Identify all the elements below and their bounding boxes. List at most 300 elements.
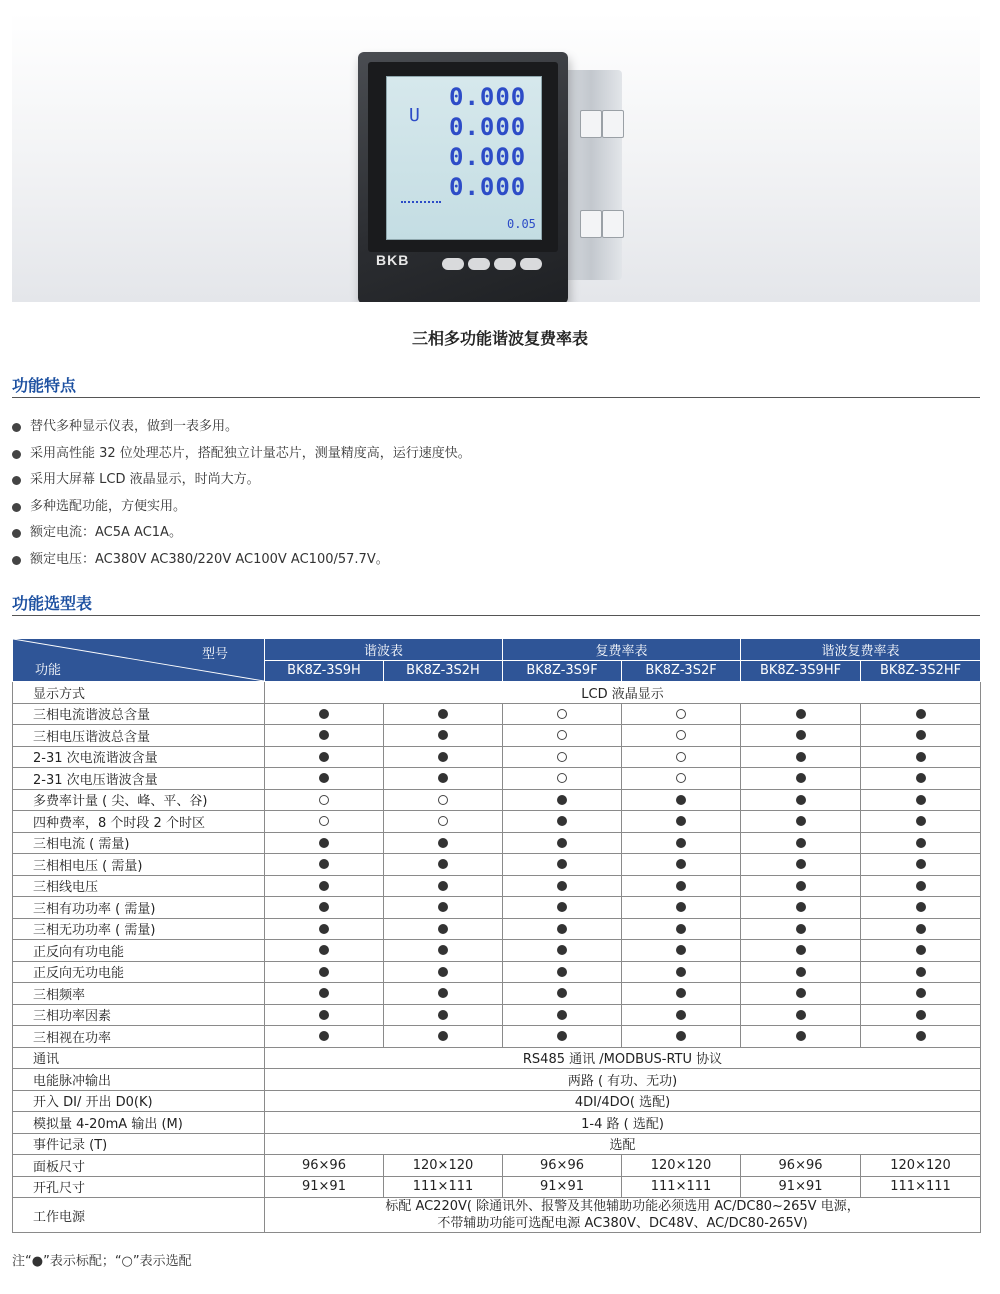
power-supply-value — [265, 1198, 981, 1233]
table-row — [13, 940, 981, 962]
mark-cell — [503, 832, 622, 854]
filled-dot-icon — [796, 945, 806, 955]
filled-dot-icon — [557, 1031, 567, 1041]
filled-dot-icon — [796, 1031, 806, 1041]
size-cell: 111×111 — [384, 1176, 503, 1198]
mark-cell — [503, 768, 622, 790]
legend-note: 注“●”表示标配；“○”表示选配 — [12, 1254, 192, 1269]
table-row — [13, 768, 981, 790]
mark-cell — [503, 703, 622, 725]
feature-text: 采用高性能 32 位处理芯片，搭配独立计量芯片，测量精度高，运行速度快。 — [30, 445, 471, 461]
mark-cell — [384, 854, 503, 876]
model-header: BK8Z-3S2HF — [861, 660, 981, 682]
table-row — [13, 983, 981, 1005]
filled-dot-icon — [438, 881, 448, 891]
mark-cell — [265, 897, 384, 919]
mark-cell — [622, 961, 741, 983]
size-cell: 91×91 — [741, 1176, 861, 1198]
table-row — [13, 961, 981, 983]
table-row — [13, 1004, 981, 1026]
lcd-small-readout: 0.05 — [507, 217, 536, 231]
filled-dot-icon — [319, 1010, 329, 1020]
mark-cell — [265, 983, 384, 1005]
bullet-icon — [12, 529, 21, 538]
table-row — [13, 703, 981, 725]
mark-cell — [622, 746, 741, 768]
table-row — [13, 1133, 981, 1155]
meter-side-housing — [560, 70, 622, 280]
lcd-row: 0.000 — [449, 143, 527, 171]
selection-table — [12, 638, 981, 1233]
filled-dot-icon — [557, 838, 567, 848]
spanned-value: 4DI/4DO( 选配) — [265, 1090, 981, 1112]
filled-dot-icon — [557, 902, 567, 912]
mark-cell — [861, 854, 981, 876]
hollow-circle-icon — [557, 773, 567, 783]
mark-cell — [503, 746, 622, 768]
mark-cell — [861, 940, 981, 962]
filled-dot-icon — [676, 988, 686, 998]
size-cell: 91×91 — [503, 1176, 622, 1198]
lcd-row: 0.000 — [449, 173, 527, 201]
hollow-circle-icon — [676, 752, 686, 762]
filled-dot-icon — [796, 730, 806, 740]
filled-dot-icon — [916, 795, 926, 805]
filled-dot-icon — [796, 967, 806, 977]
table-row — [13, 1112, 981, 1134]
product-title: 三相多功能谐波复费率表 — [411, 329, 588, 348]
mark-cell — [741, 897, 861, 919]
mark-cell — [265, 918, 384, 940]
size-cell: 111×111 — [861, 1176, 981, 1198]
model-header: BK8Z-3S9H — [265, 660, 384, 682]
table-row — [13, 1069, 981, 1091]
mark-cell — [384, 725, 503, 747]
mark-cell — [741, 1004, 861, 1026]
feature-item — [12, 441, 471, 468]
feature-text: 替代多种显示仪表，做到一表多用。 — [30, 419, 239, 434]
filled-dot-icon — [916, 773, 926, 783]
mark-cell — [384, 746, 503, 768]
mark-cell — [861, 746, 981, 768]
terminal-block — [580, 110, 602, 138]
mark-cell — [503, 940, 622, 962]
table-row — [13, 918, 981, 940]
mark-cell — [265, 725, 384, 747]
table-row — [13, 811, 981, 833]
filled-dot-icon — [557, 967, 567, 977]
filled-dot-icon — [319, 773, 329, 783]
mark-cell — [265, 768, 384, 790]
table-row — [13, 1155, 981, 1177]
mark-cell — [741, 703, 861, 725]
mark-cell — [384, 983, 503, 1005]
mark-cell — [265, 789, 384, 811]
mark-cell — [861, 875, 981, 897]
mark-cell — [265, 854, 384, 876]
filled-dot-icon — [438, 945, 448, 955]
table-row — [13, 1176, 981, 1198]
features-heading: 功能特点 — [12, 376, 77, 395]
section-divider — [12, 397, 980, 398]
brand-logo: BKB — [376, 252, 410, 268]
feature-list — [12, 414, 471, 574]
mark-cell — [741, 811, 861, 833]
filled-dot-icon — [319, 967, 329, 977]
feature-text: 多种选配功能，方便实用。 — [30, 498, 187, 514]
function-label: 三相有功功率 ( 需量) — [13, 897, 265, 919]
corner-function-label: 功能 — [35, 663, 62, 678]
function-label: 四种费率，8 个时段 2 个时区 — [13, 811, 265, 833]
mark-cell — [622, 703, 741, 725]
filled-dot-icon — [319, 709, 329, 719]
filled-dot-icon — [916, 902, 926, 912]
selection-heading: 功能选型表 — [12, 594, 93, 613]
mark-cell — [265, 1004, 384, 1026]
function-label: 显示方式 — [13, 682, 265, 704]
table-row — [13, 1198, 981, 1233]
filled-dot-icon — [319, 838, 329, 848]
mark-cell — [741, 961, 861, 983]
hollow-circle-icon — [676, 730, 686, 740]
filled-dot-icon — [916, 881, 926, 891]
feature-item — [12, 414, 471, 441]
hollow-circle-icon — [557, 752, 567, 762]
mark-cell — [861, 1004, 981, 1026]
filled-dot-icon — [676, 902, 686, 912]
function-label: 开入 DI/ 开出 D0(K) — [13, 1090, 265, 1112]
mark-cell — [741, 875, 861, 897]
filled-dot-icon — [676, 795, 686, 805]
hollow-circle-icon — [438, 816, 448, 826]
mark-cell — [384, 768, 503, 790]
filled-dot-icon — [319, 1031, 329, 1041]
mark-cell — [741, 940, 861, 962]
function-label: 三相电流谐波总含量 — [13, 703, 265, 725]
function-label: 三相无功功率 ( 需量) — [13, 918, 265, 940]
mark-cell — [622, 811, 741, 833]
mark-cell — [741, 1026, 861, 1048]
mark-cell — [622, 768, 741, 790]
filled-dot-icon — [796, 795, 806, 805]
filled-dot-icon — [916, 924, 926, 934]
filled-dot-icon — [438, 988, 448, 998]
function-label: 模拟量 4-20mA 输出 (M) — [13, 1112, 265, 1134]
mark-cell — [384, 832, 503, 854]
function-label: 事件记录 (T) — [13, 1133, 265, 1155]
hollow-circle-icon — [676, 773, 686, 783]
filled-dot-icon — [676, 838, 686, 848]
hollow-circle-icon — [438, 795, 448, 805]
filled-dot-icon — [557, 881, 567, 891]
mark-cell — [265, 703, 384, 725]
mark-cell — [384, 811, 503, 833]
filled-dot-icon — [438, 1031, 448, 1041]
bullet-icon — [12, 476, 21, 485]
power-line: 不带辅助功能可选配电源 AC380V、DC48V、AC/DC80-265V) — [437, 1216, 808, 1231]
filled-dot-icon — [557, 795, 567, 805]
mark-cell — [265, 875, 384, 897]
hollow-circle-icon — [557, 730, 567, 740]
mark-cell — [503, 1004, 622, 1026]
filled-dot-icon — [438, 902, 448, 912]
size-cell: 120×120 — [384, 1155, 503, 1177]
group-header: 谐波复费率表 — [741, 639, 981, 661]
filled-dot-icon — [557, 1010, 567, 1020]
mark-cell — [384, 1004, 503, 1026]
mark-cell — [741, 918, 861, 940]
feature-text: 额定电压：AC380V AC380/220V AC100V AC100/57.7V。 — [30, 551, 389, 567]
filled-dot-icon — [796, 988, 806, 998]
filled-dot-icon — [557, 816, 567, 826]
mark-cell — [622, 1026, 741, 1048]
lcd-row: 0.000 — [449, 83, 527, 111]
size-cell: 120×120 — [861, 1155, 981, 1177]
mark-cell — [861, 1026, 981, 1048]
filled-dot-icon — [916, 859, 926, 869]
filled-dot-icon — [796, 838, 806, 848]
mark-cell — [503, 983, 622, 1005]
mark-cell — [503, 725, 622, 747]
terminal-block — [602, 210, 624, 238]
function-label: 三相线电压 — [13, 875, 265, 897]
filled-dot-icon — [319, 881, 329, 891]
size-cell: 96×96 — [741, 1155, 861, 1177]
model-header: BK8Z-3S9HF — [741, 660, 861, 682]
filled-dot-icon — [916, 945, 926, 955]
filled-dot-icon — [438, 730, 448, 740]
filled-dot-icon — [319, 902, 329, 912]
mark-cell — [384, 897, 503, 919]
function-label: 电能脉冲输出 — [13, 1069, 265, 1091]
hollow-circle-icon — [557, 709, 567, 719]
filled-dot-icon — [438, 752, 448, 762]
function-label: 2-31 次电压谐波含量 — [13, 768, 265, 790]
filled-dot-icon — [916, 709, 926, 719]
table-row — [13, 1090, 981, 1112]
mark-cell — [384, 875, 503, 897]
mark-cell — [861, 789, 981, 811]
mark-cell — [622, 983, 741, 1005]
mark-cell — [265, 811, 384, 833]
feature-item — [12, 520, 471, 547]
function-label: 正反向无功电能 — [13, 961, 265, 983]
filled-dot-icon — [916, 730, 926, 740]
mark-cell — [741, 983, 861, 1005]
mark-cell — [622, 1004, 741, 1026]
meter-button — [468, 258, 490, 270]
mark-cell — [622, 897, 741, 919]
mark-cell — [741, 832, 861, 854]
mark-cell — [265, 746, 384, 768]
spanned-value: LCD 液晶显示 — [265, 682, 981, 704]
filled-dot-icon — [676, 967, 686, 977]
function-label: 开孔尺寸 — [13, 1176, 265, 1198]
table-row — [13, 897, 981, 919]
feature-item — [12, 494, 471, 521]
mark-cell — [384, 703, 503, 725]
mark-cell — [741, 854, 861, 876]
mark-cell — [265, 1026, 384, 1048]
function-label: 三相电压谐波总含量 — [13, 725, 265, 747]
lcd-bargraph — [401, 201, 441, 209]
meter-button — [494, 258, 516, 270]
mark-cell — [503, 961, 622, 983]
filled-dot-icon — [916, 838, 926, 848]
filled-dot-icon — [916, 988, 926, 998]
mark-cell — [861, 703, 981, 725]
filled-dot-icon — [438, 773, 448, 783]
power-line: 标配 AC220V( 除通讯外、报警及其他辅助功能必须选用 AC/DC80~265V 电源， — [385, 1199, 860, 1214]
table-row — [13, 725, 981, 747]
mark-cell — [741, 746, 861, 768]
filled-dot-icon — [796, 881, 806, 891]
mark-cell — [741, 768, 861, 790]
spanned-value: 1-4 路 ( 选配) — [265, 1112, 981, 1134]
function-label: 通讯 — [13, 1047, 265, 1069]
table-row — [13, 1026, 981, 1048]
filled-dot-icon — [438, 924, 448, 934]
bullet-icon — [12, 450, 21, 459]
mark-cell — [503, 897, 622, 919]
size-cell: 96×96 — [503, 1155, 622, 1177]
table-corner-header — [13, 639, 265, 682]
filled-dot-icon — [676, 859, 686, 869]
feature-item — [12, 467, 471, 494]
mark-cell — [503, 1026, 622, 1048]
table-row — [13, 1047, 981, 1069]
function-label: 正反向有功电能 — [13, 940, 265, 962]
mark-cell — [622, 832, 741, 854]
feature-item — [12, 547, 471, 574]
mark-cell — [741, 725, 861, 747]
mark-cell — [384, 961, 503, 983]
filled-dot-icon — [557, 859, 567, 869]
filled-dot-icon — [438, 1010, 448, 1020]
meter-button — [520, 258, 542, 270]
spanned-value: 选配 — [265, 1133, 981, 1155]
table-row — [13, 854, 981, 876]
filled-dot-icon — [557, 945, 567, 955]
filled-dot-icon — [319, 859, 329, 869]
filled-dot-icon — [438, 859, 448, 869]
size-cell: 111×111 — [622, 1176, 741, 1198]
mark-cell — [622, 725, 741, 747]
mark-cell — [622, 789, 741, 811]
mark-cell — [741, 789, 861, 811]
filled-dot-icon — [916, 1010, 926, 1020]
filled-dot-icon — [676, 816, 686, 826]
filled-dot-icon — [557, 988, 567, 998]
size-cell: 91×91 — [265, 1176, 384, 1198]
filled-dot-icon — [676, 881, 686, 891]
mark-cell — [861, 961, 981, 983]
filled-dot-icon — [796, 902, 806, 912]
product-photo — [12, 12, 980, 302]
filled-dot-icon — [319, 752, 329, 762]
filled-dot-icon — [319, 730, 329, 740]
filled-dot-icon — [796, 816, 806, 826]
corner-model-label: 型号 — [201, 647, 228, 662]
mark-cell — [622, 875, 741, 897]
terminal-block — [580, 210, 602, 238]
mark-cell — [503, 789, 622, 811]
group-header: 谐波表 — [265, 639, 503, 661]
filled-dot-icon — [438, 838, 448, 848]
mark-cell — [384, 1026, 503, 1048]
mark-cell — [861, 725, 981, 747]
mark-cell — [384, 940, 503, 962]
section-divider — [12, 615, 980, 616]
model-header: BK8Z-3S9F — [503, 660, 622, 682]
model-header: BK8Z-3S2F — [622, 660, 741, 682]
spanned-value: RS485 通讯 /MODBUS-RTU 协议 — [265, 1047, 981, 1069]
mark-cell — [861, 768, 981, 790]
filled-dot-icon — [676, 1031, 686, 1041]
bullet-icon — [12, 423, 21, 432]
size-cell: 120×120 — [622, 1155, 741, 1177]
filled-dot-icon — [676, 945, 686, 955]
filled-dot-icon — [676, 1010, 686, 1020]
size-cell: 96×96 — [265, 1155, 384, 1177]
filled-dot-icon — [796, 859, 806, 869]
mark-cell — [503, 811, 622, 833]
mark-cell — [265, 940, 384, 962]
mark-cell — [861, 897, 981, 919]
function-label: 三相视在功率 — [13, 1026, 265, 1048]
mark-cell — [622, 918, 741, 940]
filled-dot-icon — [916, 752, 926, 762]
table-row — [13, 682, 981, 704]
mark-cell — [503, 918, 622, 940]
feature-text: 额定电流：AC5A AC1A。 — [30, 525, 182, 541]
function-label: 工作电源 — [13, 1198, 265, 1233]
filled-dot-icon — [319, 924, 329, 934]
table-row — [13, 832, 981, 854]
filled-dot-icon — [796, 773, 806, 783]
model-header: BK8Z-3S2H — [384, 660, 503, 682]
feature-text: 采用大屏幕 LCD 液晶显示，时尚大方。 — [30, 472, 260, 488]
filled-dot-icon — [676, 924, 686, 934]
meter-bezel — [368, 62, 558, 252]
mark-cell — [384, 789, 503, 811]
bullet-icon — [12, 503, 21, 512]
filled-dot-icon — [796, 709, 806, 719]
mark-cell — [384, 918, 503, 940]
lcd-screen — [386, 76, 542, 240]
filled-dot-icon — [916, 1031, 926, 1041]
terminal-block — [602, 110, 624, 138]
filled-dot-icon — [796, 752, 806, 762]
function-label: 多费率计量 ( 尖、峰、平、谷) — [13, 789, 265, 811]
spanned-value: 两路 ( 有功、无功) — [265, 1069, 981, 1091]
function-label: 三相频率 — [13, 983, 265, 1005]
mark-cell — [622, 940, 741, 962]
function-label: 三相功率因素 — [13, 1004, 265, 1026]
mark-cell — [265, 832, 384, 854]
table-row — [13, 789, 981, 811]
mark-cell — [265, 961, 384, 983]
filled-dot-icon — [796, 1010, 806, 1020]
lcd-letter: U — [409, 105, 420, 126]
mark-cell — [503, 875, 622, 897]
filled-dot-icon — [796, 924, 806, 934]
mark-cell — [503, 854, 622, 876]
filled-dot-icon — [916, 967, 926, 977]
function-label: 三相相电压 ( 需量) — [13, 854, 265, 876]
function-label: 三相电流 ( 需量) — [13, 832, 265, 854]
meter-button — [442, 258, 464, 270]
